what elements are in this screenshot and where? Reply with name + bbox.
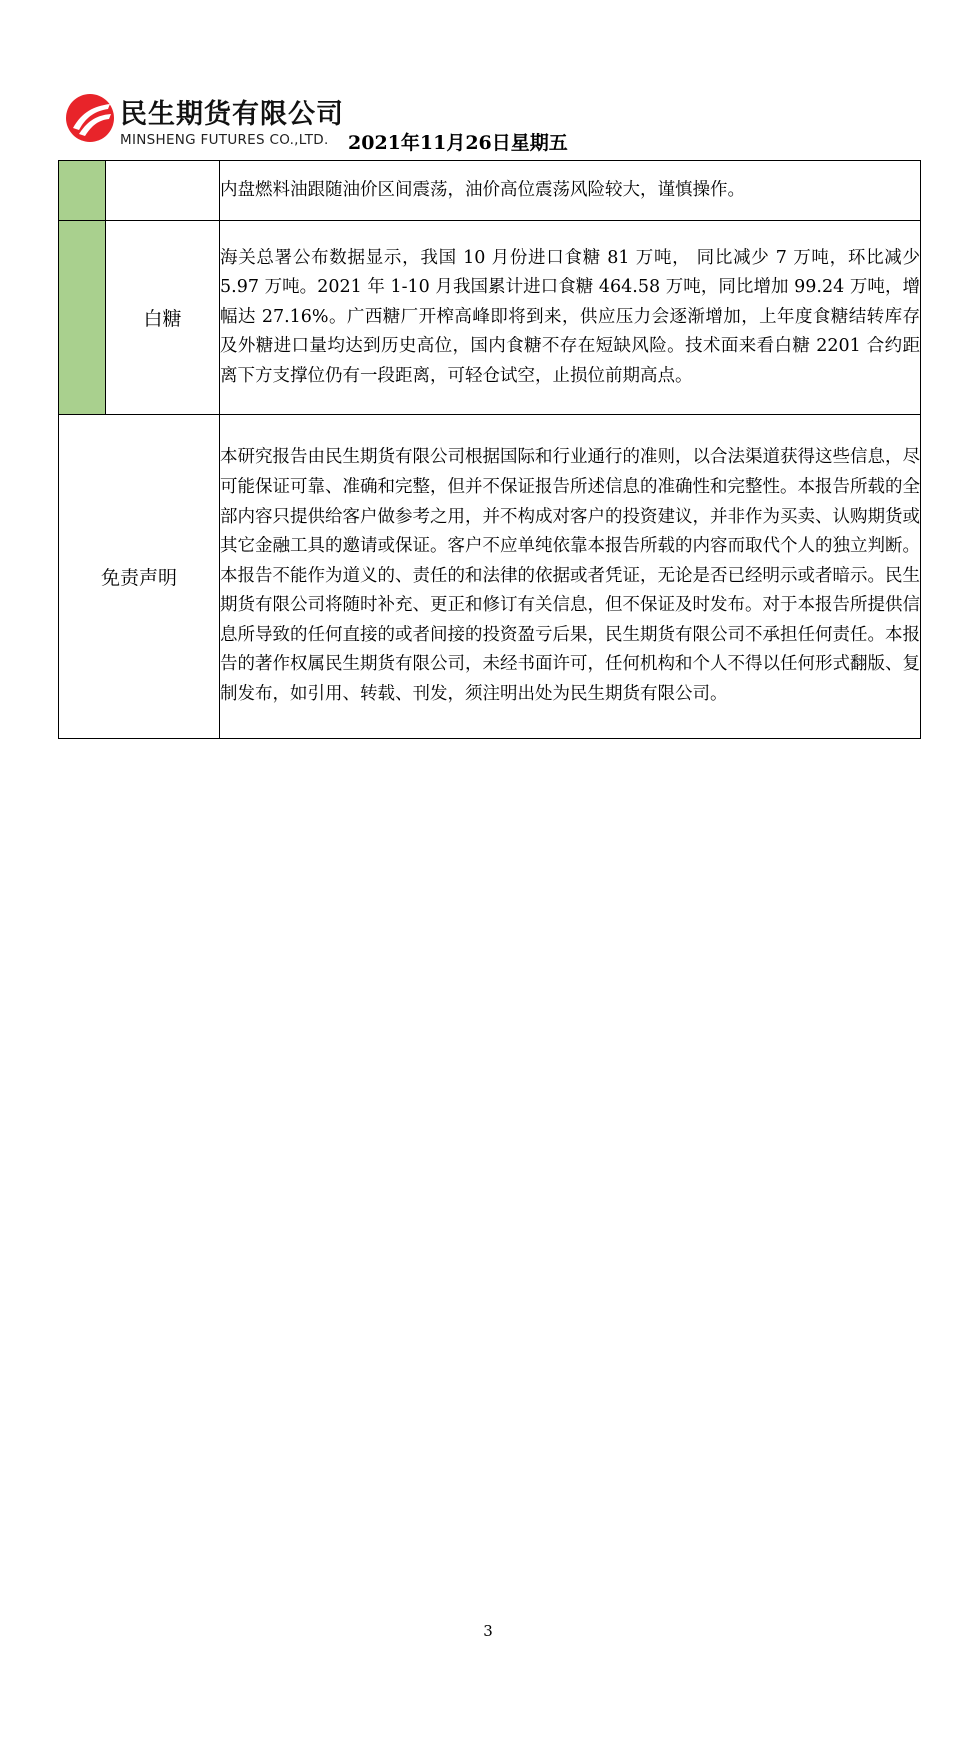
content-cell: 海关总署公布数据显示，我国 10 月份进口食糖 81 万吨， 同比减少 7 万吨，环比减少 5.97 万吨。2021 年 1-10 月我国累计进口食糖 464.58 万吨，同比增加 99.24 万吨，增幅达 27.16%。广西糖厂开榨高峰即将到来，供应压力会逐渐增加，上年度食糖结转库存及外糖进口量均达到历史高位，国内食糖不存在短缺风险。技术面来看白糖 2201 合约距离下方支撑位仍有一段距离，可轻仓试空，止损位前期高点。 bbox=[220, 221, 921, 415]
company-name-en: MINSHENG FUTURES CO.,LTD. bbox=[120, 132, 329, 148]
report-table bbox=[58, 160, 921, 739]
report-date: 2021年11月26日星期五 bbox=[348, 132, 568, 154]
section-color-cell bbox=[59, 221, 106, 415]
category-cell bbox=[106, 161, 220, 221]
table-row-fuel-oil bbox=[59, 161, 921, 221]
content-cell: 内盘燃料油跟随油价区间震荡，油价高位震荡风险较大，谨慎操作。 bbox=[220, 161, 921, 221]
page-number: 3 bbox=[483, 1622, 493, 1640]
table-row-sugar bbox=[59, 221, 921, 415]
company-name-cn: 民生期货有限公司 bbox=[120, 99, 344, 130]
category-cell: 白糖 bbox=[106, 221, 220, 415]
report-header bbox=[64, 90, 684, 152]
category-cell: 免责声明 bbox=[59, 415, 220, 739]
company-logo-icon bbox=[64, 92, 116, 144]
table-row-disclaimer bbox=[59, 415, 921, 739]
content-cell: 本研究报告由民生期货有限公司根据国际和行业通行的准则，以合法渠道获得这些信息，尽可能保证可靠、准确和完整，但并不保证报告所述信息的准确性和完整性。本报告所载的全部内容只提供给客户做参考之用，并不构成对客户的投资建议，并非作为买卖、认购期货或其它金融工具的邀请或保证。客户不应单纯依靠本报告所载的内容而取代个人的独立判断。本报告不能作为道义的、责任的和法律的依据或者凭证，无论是否已经明示或者暗示。民生期货有限公司将随时补充、更正和修订有关信息，但不保证及时发布。对于本报告所提供信息所导致的任何直接的或者间接的投资盈亏后果，民生期货有限公司不承担任何责任。本报告的著作权属民生期货有限公司，未经书面许可，任何机构和个人不得以任何形式翻版、复制发布，如引用、转载、刊发，须注明出处为民生期货有限公司。 bbox=[220, 415, 921, 739]
section-color-cell bbox=[59, 161, 106, 221]
